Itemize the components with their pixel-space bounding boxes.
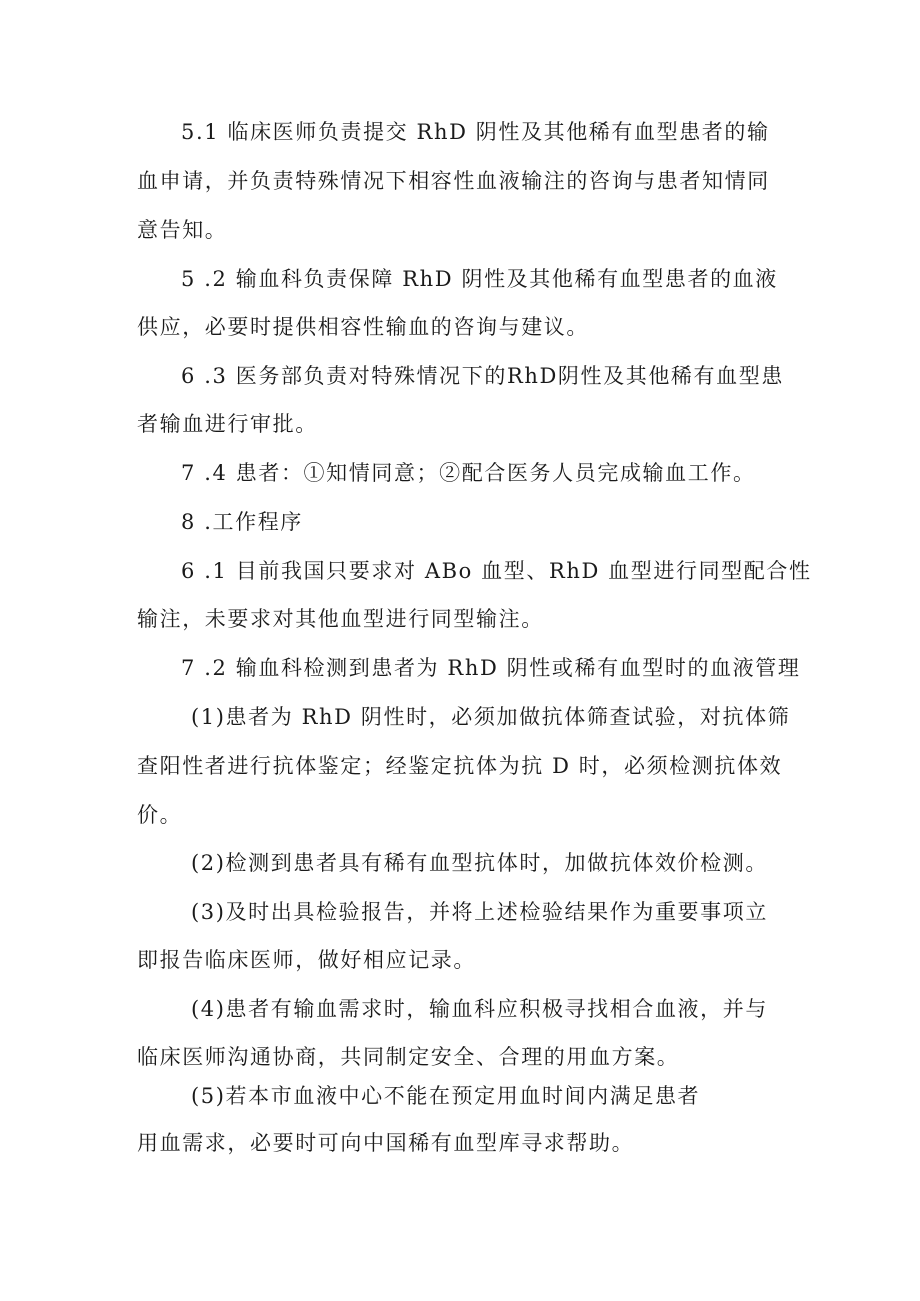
text-line: 临床医师沟通协商，共同制定安全、合理的用血方案。	[137, 1045, 680, 1069]
text-line: (5)若本市血液中心不能在预定用血时间内满足患者	[191, 1084, 701, 1108]
text-line: 即报告临床医师，做好相应记录。	[137, 948, 476, 972]
text-line: 6 .1 目前我国只要求对 ABo 血型、RhD 血型进行同型配合性	[181, 559, 812, 583]
text-line: 查阳性者进行抗体鉴定；经鉴定抗体为抗 D 时，必须检测抗体效	[137, 754, 783, 778]
text-line: 价。	[137, 803, 183, 827]
text-line: 意告知。	[137, 218, 228, 242]
text-line: 血申请，并负责特殊情况下相容性血液输注的咨询与患者知情同	[137, 169, 770, 193]
text-line: 5.1 临床医师负责提交 RhD 阴性及其他稀有血型患者的输	[181, 120, 770, 144]
text-line: 5 .2 输血科负责保障 RhD 阴性及其他稀有血型患者的血液	[181, 267, 778, 291]
text-line: 用血需求，必要时可向中国稀有血型库寻求帮助。	[137, 1131, 635, 1155]
text-line: 7 .4 患者：①知情同意；②配合医务人员完成输血工作。	[181, 461, 756, 485]
text-line: 供应，必要时提供相容性输血的咨询与建议。	[137, 315, 589, 339]
text-line: 6 .3 医务部负责对特殊情况下的RhD阴性及其他稀有血型患	[181, 364, 784, 388]
text-line: 输注，未要求对其他血型进行同型输注。	[137, 607, 544, 631]
text-line: 7 .2 输血科检测到患者为 RhD 阴性或稀有血型时的血液管理	[181, 656, 801, 680]
text-line: 者输血进行审批。	[137, 412, 318, 436]
text-line: (3)及时出具检验报告，并将上述检验结果作为重要事项立	[191, 900, 768, 924]
text-line: (1)患者为 RhD 阴性时，必须加做抗体筛查试验，对抗体筛	[191, 705, 791, 729]
text-line: (2)检测到患者具有稀有血型抗体时，加做抗体效价检测。	[191, 851, 768, 875]
section-heading: 8 .工作程序	[181, 510, 303, 534]
text-line: (4)患者有输血需求时，输血科应积极寻找相合血液，并与	[191, 997, 768, 1021]
